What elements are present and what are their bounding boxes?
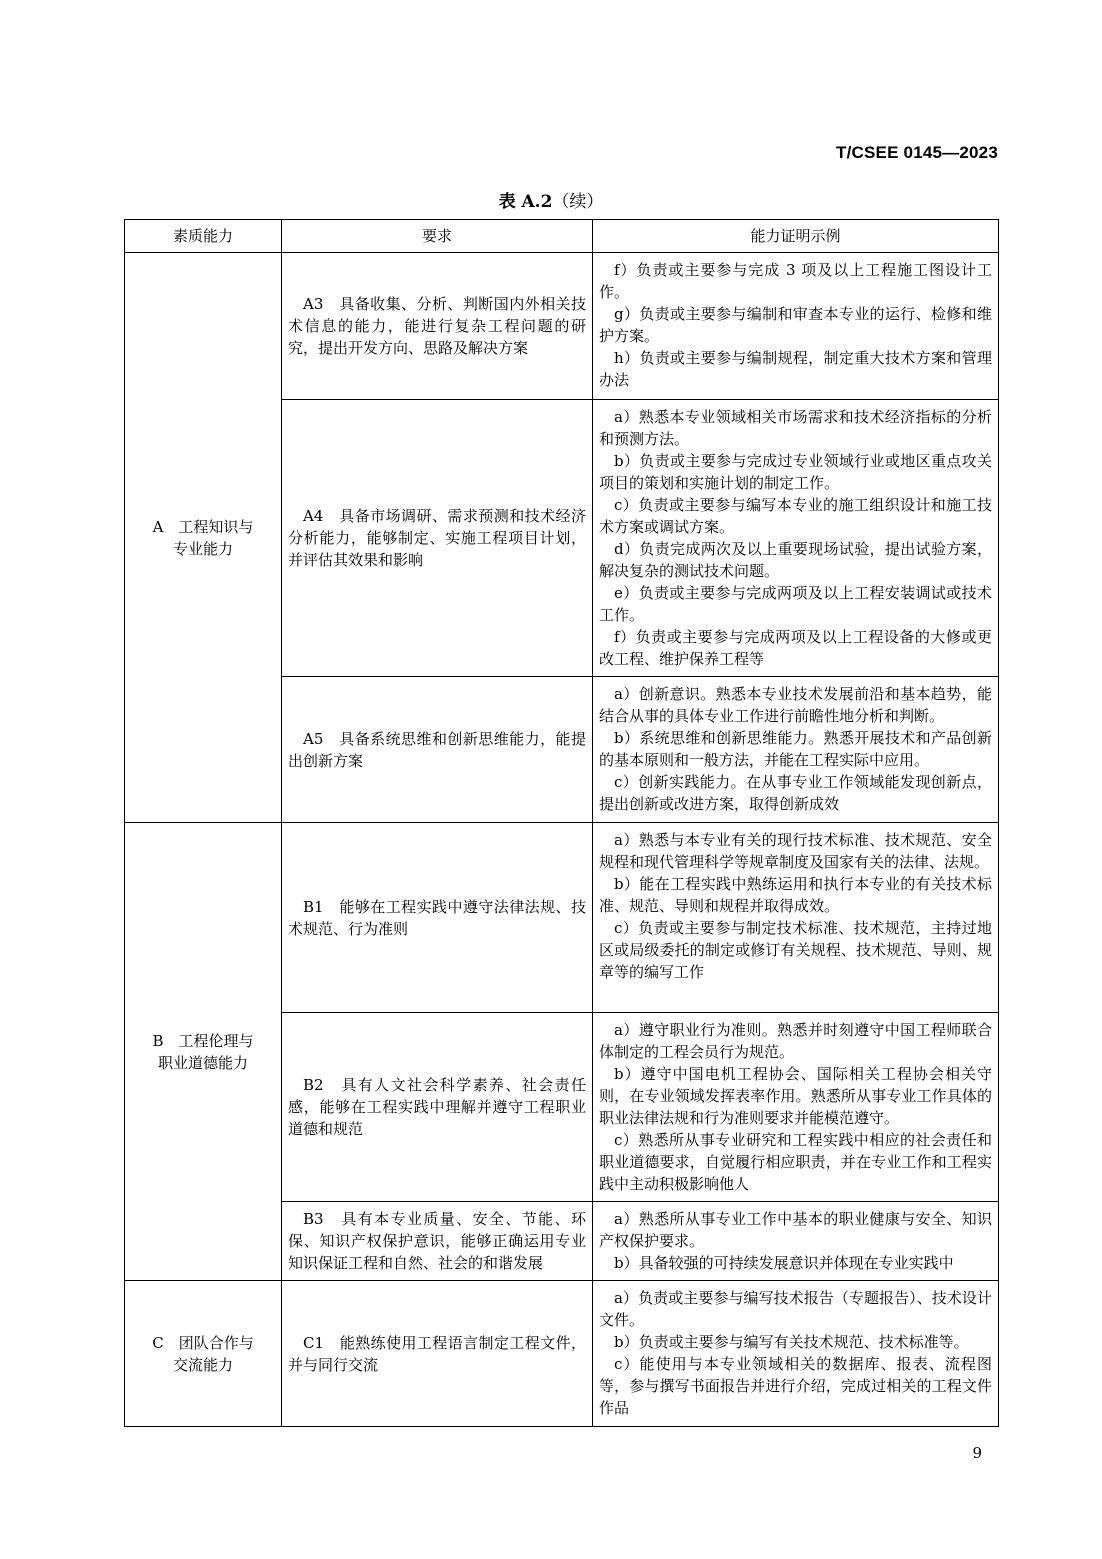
proof-item: b）系统思维和创新思维能力。熟悉开展技术和产品创新的基本原则和一般方法，并能在工程实际中应用。 bbox=[599, 729, 992, 769]
category-label: 专业能力 bbox=[172, 539, 233, 558]
proof-cell bbox=[593, 253, 999, 400]
requirement-cell bbox=[282, 1013, 593, 1202]
proof-item: b）能在工程实践中熟练运用和执行本专业的有关技术标准、规范、导则和规程并取得成效。 bbox=[599, 875, 992, 915]
requirement-text: B2 具有人文社会科学素养、社会责任感，能够在工程实践中理解并遵守工程职业道德和规范 bbox=[288, 1076, 586, 1138]
table-row bbox=[125, 253, 999, 400]
proof-item: b）遵守中国电机工程协会、国际相关工程协会相关守则，在专业领域发挥表率作用。熟悉所从事专业工作具体的职业法律法规和行为准则要求并能模范遵守。 bbox=[599, 1065, 992, 1127]
requirement-cell bbox=[282, 823, 593, 1013]
category-label: A 工程知识与 bbox=[152, 517, 254, 536]
proof-item: b）具备较强的可持续发展意识并体现在专业实践中 bbox=[614, 1254, 954, 1272]
category-cell bbox=[125, 253, 282, 823]
proof-item: f）负责或主要参与完成 3 项及以上工程施工图设计工作。 bbox=[599, 261, 992, 301]
proof-item: c）负责或主要参与编写本专业的施工组织设计和施工技术方案或调试方案。 bbox=[599, 496, 992, 536]
proof-cell bbox=[593, 1202, 999, 1281]
proof-item: c）熟悉所从事专业研究和工程实践中相应的社会责任和职业道德要求，自觉履行相应职责，并在专业工作和工程实践中主动积极影响他人 bbox=[599, 1131, 992, 1193]
requirement-cell bbox=[282, 400, 593, 677]
proof-item: f）负责或主要参与完成两项及以上工程设备的大修或更改工程、维护保养工程等 bbox=[599, 628, 992, 668]
requirement-text: C1 能熟练使用工程语言制定工程文件，并与同行交流 bbox=[288, 1333, 586, 1374]
proof-cell bbox=[593, 400, 999, 677]
category-label: 交流能力 bbox=[172, 1355, 233, 1374]
proof-item: b）负责或主要参与编写有关技术规范、技术标准等。 bbox=[614, 1333, 969, 1351]
proof-cell bbox=[593, 823, 999, 1013]
table-title-suffix: （续） bbox=[552, 192, 604, 212]
table-header-row bbox=[125, 220, 999, 253]
requirement-cell bbox=[282, 253, 593, 400]
requirement-cell bbox=[282, 1281, 593, 1427]
category-label: 职业道德能力 bbox=[157, 1053, 248, 1072]
column-header-proof: 能力证明示例 bbox=[593, 220, 999, 253]
proof-item: a）熟悉与本专业有关的现行技术标准、技术规范、安全规程和现代管理科学等规章制度及国家有关的法律、法规。 bbox=[599, 831, 992, 871]
table-title-prefix: 表 bbox=[498, 192, 516, 212]
document-code: T/CSEE 0145—2023 bbox=[836, 143, 998, 162]
category-label: C 团队合作与 bbox=[152, 1333, 254, 1352]
requirement-cell bbox=[282, 1202, 593, 1281]
proof-item: c）创新实践能力。在从事专业工作领域能发现创新点，提出创新或改进方案，取得创新成效 bbox=[599, 773, 992, 813]
requirement-text: A5 具备系统思维和创新思维能力，能提出创新方案 bbox=[288, 729, 586, 770]
table-row bbox=[125, 1281, 999, 1427]
proof-item: g）负责或主要参与编制和审查本专业的运行、检修和维护方案。 bbox=[599, 305, 992, 345]
column-header-quality: 素质能力 bbox=[125, 220, 282, 253]
proof-item: a）负责或主要参与编写技术报告（专题报告）、技术设计文件。 bbox=[599, 1289, 992, 1329]
requirement-text: B1 能够在工程实践中遵守法律法规、技术规范、行为准则 bbox=[288, 897, 586, 938]
column-header-requirement: 要求 bbox=[282, 220, 593, 253]
category-cell bbox=[125, 1281, 282, 1427]
proof-item: a）熟悉所从事专业工作中基本的职业健康与安全、知识产权保护要求。 bbox=[599, 1210, 992, 1250]
requirement-text: B3 具有本专业质量、安全、节能、环保、知识产权保护意识，能够正确运用专业知识保证工程和自然、社会的和谐发展 bbox=[288, 1210, 586, 1272]
requirement-text: A4 具备市场调研、需求预测和技术经济分析能力，能够制定、实施工程项目计划，并评估其效果和影响 bbox=[288, 507, 586, 569]
proof-item: a）熟悉本专业领域相关市场需求和技术经济指标的分析和预测方法。 bbox=[599, 408, 992, 448]
proof-item: c）能使用与本专业领域相关的数据库、报表、流程图等，参与撰写书面报告并进行介绍，完成过相关的工程文件作品 bbox=[599, 1355, 992, 1417]
requirement-text: A3 具备收集、分析、判断国内外相关技术信息的能力，能进行复杂工程问题的研究，提出开发方向、思路及解决方案 bbox=[288, 295, 586, 357]
table-title-number: A.2 bbox=[515, 192, 553, 212]
competency-table bbox=[124, 219, 999, 1427]
proof-item: a）创新意识。熟悉本专业技术发展前沿和基本趋势，能结合从事的具体专业工作进行前瞻性地分析和判断。 bbox=[599, 685, 992, 725]
proof-item: h）负责或主要参与编制规程，制定重大技术方案和管理办法 bbox=[599, 349, 992, 389]
requirement-cell bbox=[282, 677, 593, 823]
table-title bbox=[0, 187, 1102, 212]
proof-item: a）遵守职业行为准则。熟悉并时刻遵守中国工程师联合体制定的工程会员行为规范。 bbox=[599, 1021, 992, 1061]
proof-item: e）负责或主要参与完成两项及以上工程安装调试或技术工作。 bbox=[599, 584, 992, 624]
proof-cell bbox=[593, 1281, 999, 1427]
table-row bbox=[125, 823, 999, 1013]
proof-item: b）负责或主要参与完成过专业领域行业或地区重点攻关项目的策划和实施计划的制定工作。 bbox=[599, 452, 992, 492]
category-cell bbox=[125, 823, 282, 1281]
proof-cell bbox=[593, 677, 999, 823]
proof-item: c）负责或主要参与制定技术标准、技术规范，主持过地区或局级委托的制定或修订有关规程、技术规范、导则、规章等的编写工作 bbox=[599, 919, 992, 981]
proof-item: d）负责完成两次及以上重要现场试验，提出试验方案，解决复杂的测试技术问题。 bbox=[599, 540, 992, 580]
page-number: 9 bbox=[972, 1444, 982, 1462]
category-label: B 工程伦理与 bbox=[152, 1031, 254, 1050]
proof-cell bbox=[593, 1013, 999, 1202]
